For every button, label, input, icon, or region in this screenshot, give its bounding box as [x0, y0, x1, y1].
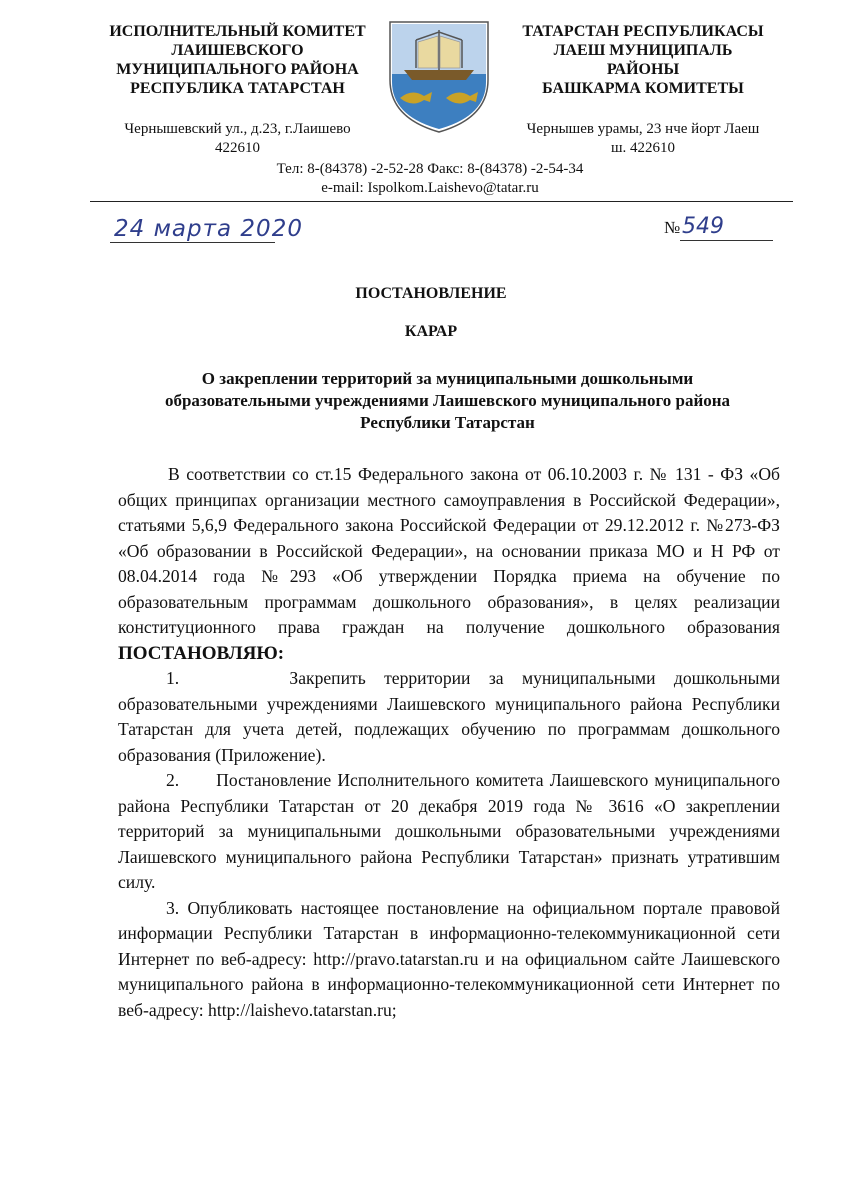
doc-type-tatar: КАРАР: [404, 323, 458, 340]
preamble-text: В соответствии со ст.15 Федерального закона от 06.10.2003 г. № 131 - ФЗ «Об общих принципах организации местного самоуправления в Российской Федерации», статьями 5,6,9 Федерального закона Российской Федерации от 29.12.2012 г. №273-ФЗ «Об образовании в Российской Федерации», на основании приказа МО и Н РФ от 08.04.2014 года №293 «Об утверждении Порядка приема на обучение по образовательным программам дошкольного образования», в целях реализации конституционного права граждан на получение дошкольного образования: [118, 464, 780, 637]
date-underline: [110, 242, 275, 243]
subject-line: О закреплении территорий за муниципальными дошкольными: [201, 369, 694, 388]
preamble-paragraph: [118, 462, 780, 666]
header-divider: [90, 201, 793, 202]
header-left-line: РЕСПУБЛИКА ТАТАРСТАН: [130, 80, 345, 97]
address-right-line: ш. 422610: [610, 140, 676, 156]
coat-of-arms-emblem: [386, 18, 492, 134]
header-right-line: БАШКАРМА КОМИТЕТЫ: [542, 80, 744, 97]
number-label: №: [664, 218, 681, 237]
emblem-boat: [404, 70, 474, 80]
address-left: [90, 120, 385, 158]
email-line: e-mail: Ispolkom.Laishevo@tatar.ru: [321, 180, 539, 196]
clause-paragraph: 1. Закрепить территории за муниципальными дошкольными образовательными учреждениями Лаишевского муниципального района Республики Татарстан для учета детей, подлежащих обучению по программам дошкольного образования (Приложение).: [118, 668, 780, 765]
decree-word: ПОСТАНОВЛЯЮ:: [118, 642, 285, 664]
document-subject: [100, 368, 795, 434]
document-body: [118, 462, 780, 1023]
header-left-line: МУНИЦИПАЛЬНОГО РАЙОНА: [116, 61, 359, 78]
address-right: [498, 120, 788, 158]
header-left-russian: [90, 22, 385, 98]
clause-paragraph: 2. Постановление Исполнительного комитета Лаишевского муниципального района Республики Татарстан от 20 декабря 2019 года № 3616 «О закреплении территорий за муниципальными дошкольными образовательными учреждениями Лаишевского муниципального района Республики Татарстан» признать утратившим силу.: [118, 770, 780, 892]
subject-line: образовательными учреждениями Лаишевского муниципального района: [164, 391, 731, 410]
handwritten-number: 549: [682, 214, 724, 239]
clause-paragraph: 3. Опубликовать настоящее постановление на официальном портале правовой информации Республики Татарстан в информационно-телекоммуникационной сети Интернет по веб-адресу: http://pravo.tatarstan.ru и на официальном сайте Лаишевского муниципального района в информационно-телекоммуникационной сети Интернет по веб-адресу: http://laishevo.tatarstan.ru;: [118, 897, 780, 1020]
number-underline: [680, 240, 773, 241]
header-right-line: ТАТАРСТАН РЕСПУБЛИКАСЫ: [522, 23, 764, 40]
contact-info: [150, 160, 710, 198]
header-left-line: ИСПОЛНИТЕЛЬНЫЙ КОМИТЕТ: [109, 23, 366, 40]
doc-type-russian: ПОСТАНОВЛЕНИЕ: [355, 285, 507, 302]
header-right-line: ЛАЕШ МУНИЦИПАЛЬ: [553, 42, 733, 59]
header-left-line: ЛАИШЕВСКОГО: [171, 42, 304, 59]
address-left-line: Чернышевский ул., д.23, г.Лаишево: [124, 121, 351, 137]
header-right-tatar: [498, 22, 788, 98]
handwritten-date: 24 марта 2020: [114, 216, 303, 242]
subject-line: Республики Татарстан: [360, 413, 535, 432]
address-left-line: 422610: [215, 140, 260, 156]
phone-fax-line: Тел: 8-(84378) -2-52-28 Факс: 8-(84378) -2-54-34: [276, 161, 584, 177]
header-right-line: РАЙОНЫ: [606, 61, 680, 78]
address-right-line: Чернышев урамы, 23 нче йорт Лаеш: [526, 121, 760, 137]
